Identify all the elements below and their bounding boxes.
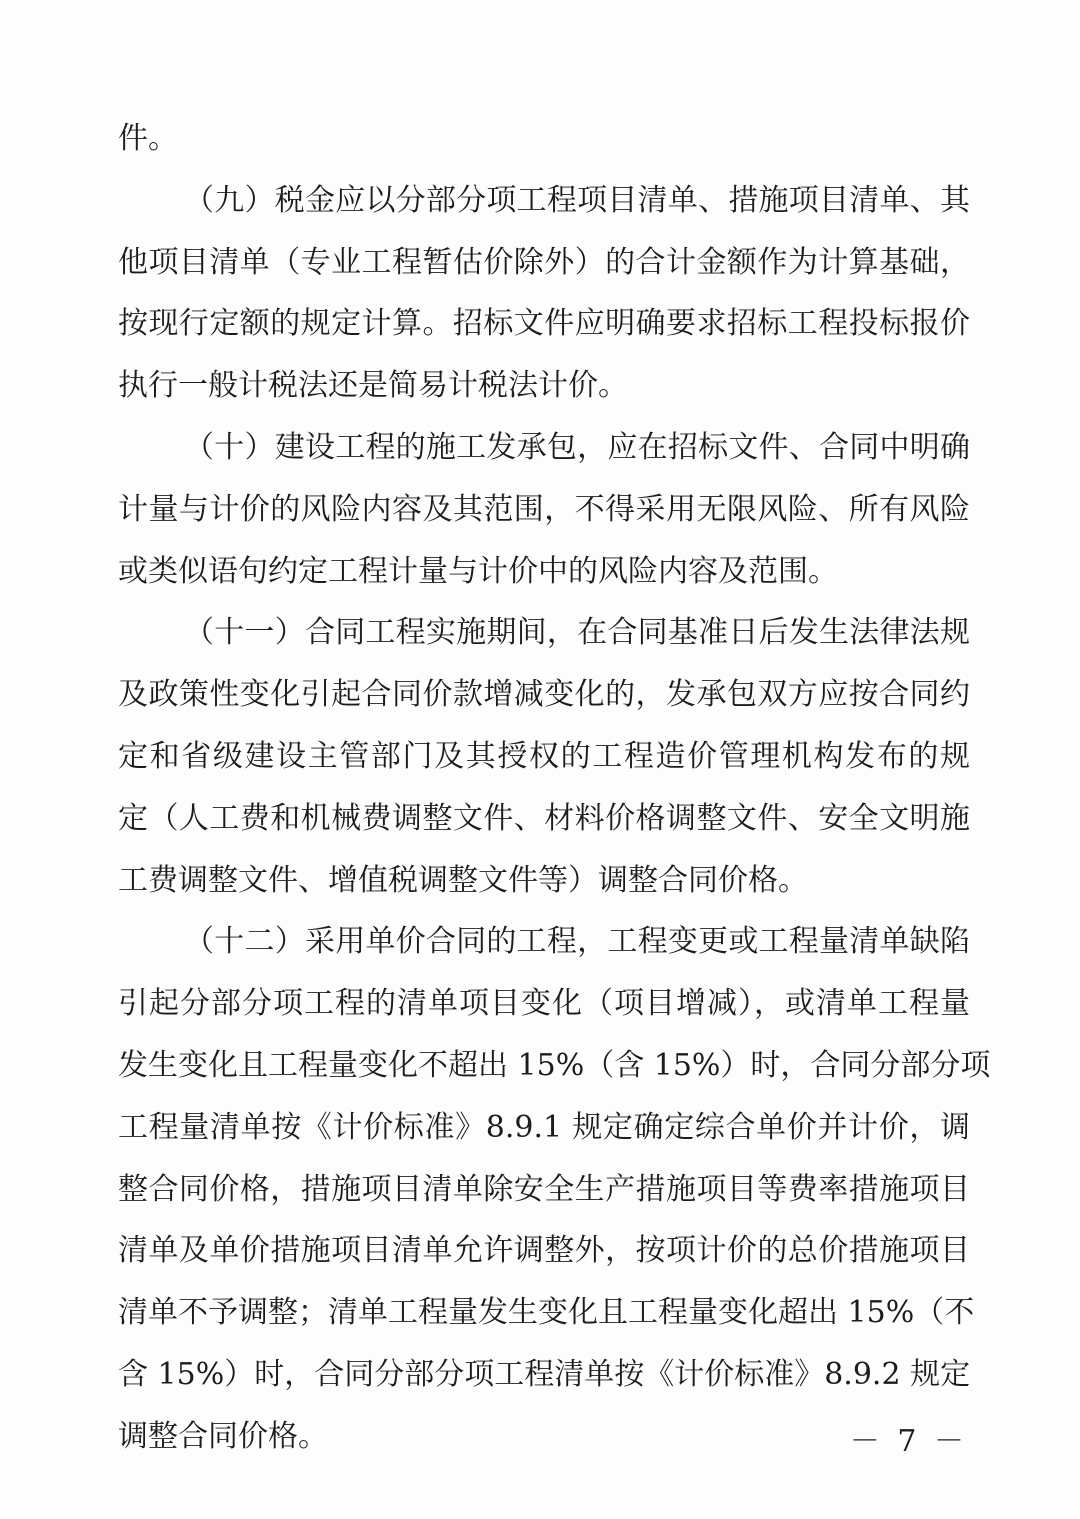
- text-line: 按现行定额的规定计算。招标文件应明确要求招标工程投标报价: [118, 306, 970, 342]
- text-line: 定（人工费和机械费调整文件、材料价格调整文件、安全文明施: [118, 800, 970, 836]
- text-line: 整合同价格，措施项目清单除安全生产措施项目等费率措施项目: [118, 1171, 970, 1207]
- text-line: （十）建设工程的施工发承包，应在招标文件、合同中明确: [184, 429, 970, 465]
- text-line: 清单及单价措施项目清单允许调整外，按项计价的总价措施项目: [118, 1233, 970, 1269]
- text-line: （十一）合同工程实施期间，在合同基准日后发生法律法规: [184, 615, 970, 651]
- text-line: 含 15%）时，合同分部分项工程清单按《计价标准》8.9.2 规定: [118, 1356, 971, 1392]
- text-line: 件。: [118, 121, 178, 156]
- text-line: 执行一般计税法还是简易计税法计价。: [118, 368, 628, 404]
- text-line: 计量与计价的风险内容及其范围，不得采用无限风险、所有风险: [118, 491, 970, 527]
- text-line: 调整合同价格。: [118, 1418, 328, 1454]
- text-line: （十二）采用单价合同的工程，工程变更或工程量清单缺陷: [184, 924, 970, 960]
- text-line: 工程量清单按《计价标准》8.9.1 规定确定综合单价并计价，调: [118, 1109, 970, 1145]
- text-line: 发生变化且工程量变化不超出 15%（含 15%）时，合同分部分项: [118, 1047, 991, 1083]
- text-line: 他项目清单（专业工程暂估价除外）的合计金额作为计算基础，: [118, 244, 970, 280]
- text-line: 工费调整文件、增值税调整文件等）调整合同价格。: [118, 862, 808, 898]
- text-line: 清单不予调整；清单工程量发生变化且工程量变化超出 15%（不: [118, 1295, 975, 1331]
- body-text: [118, 108, 991, 1468]
- text-line: 定和省级建设主管部门及其授权的工程造价管理机构发布的规: [118, 738, 970, 774]
- text-line: （九）税金应以分部分项工程项目清单、措施项目清单、其: [184, 182, 970, 218]
- page-number: － 7 －: [849, 1424, 968, 1459]
- text-line: 引起分部分项工程的清单项目变化（项目增减），或清单工程量: [118, 986, 970, 1022]
- text-line: 或类似语句约定工程计量与计价中的风险内容及范围。: [118, 553, 838, 589]
- text-line: 及政策性变化引起合同价款增减变化的，发承包双方应按合同约: [118, 677, 970, 713]
